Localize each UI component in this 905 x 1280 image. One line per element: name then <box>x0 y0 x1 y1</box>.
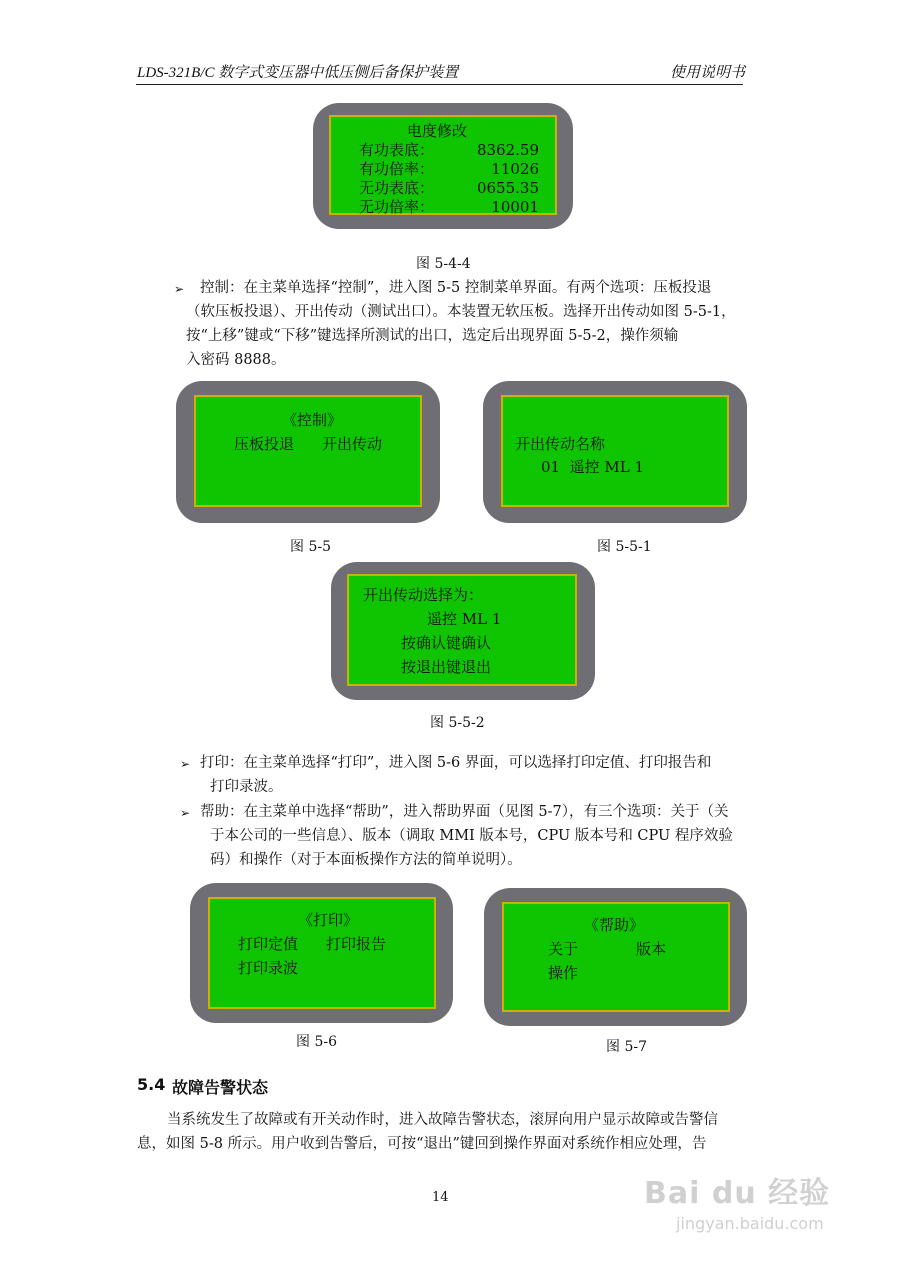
lcd-screen <box>501 395 729 507</box>
paragraph-line: 控制：在主菜单选择“控制”，进入图 5-5 控制菜单界面。有两个选项：压板投退 <box>200 280 712 296</box>
paragraph-line: 息，如图 5-8 所示。用户收到告警后，可按“退出”键回到操作界面对系统作相应处理，告 <box>137 1136 707 1152</box>
lcd-line: 按退出键退出 <box>401 658 492 676</box>
lcd-row-label: 无功倍率： <box>359 198 435 216</box>
lcd-line: 按确认键确认 <box>401 634 492 652</box>
lcd-screen <box>502 902 730 1012</box>
lcd-option: 压板投退 <box>234 435 295 453</box>
lcd-option: 关于 <box>548 940 579 958</box>
lcd-title: 电度修改 <box>407 122 468 140</box>
paragraph-line: 码）和操作（对于本面板操作方法的简单说明）。 <box>210 852 522 868</box>
paragraph-line: 当系统发生了故障或有开关动作时，进入故障告警状态，滚屏向用户显示故障或告警信 <box>167 1112 718 1128</box>
header-rule <box>136 84 743 85</box>
lcd-screen <box>329 115 557 215</box>
paragraph-line: 按“上移”键或“下移”键选择所测试的出口，选定后出现界面 5-5-2，操作须输 <box>186 328 679 344</box>
header-title: LDS-321B/C 数字式变压器中低压侧后备保护装置 <box>137 65 459 81</box>
bullet-icon: ➢ <box>180 757 191 771</box>
paragraph-line: 打印录波。 <box>210 779 283 795</box>
figure-caption: 图 5-4-4 <box>416 256 471 272</box>
lcd-line: 遥控 ML 1 <box>427 610 502 628</box>
watermark-logo: Bai du 经验 <box>644 1176 831 1211</box>
lcd-option: 版本 <box>636 940 667 958</box>
lcd-line: 开出传动名称 <box>515 435 606 453</box>
section-title: 故障告警状态 <box>172 1078 269 1097</box>
lcd-row-label: 无功表底： <box>359 179 435 197</box>
lcd-title: 《帮助》 <box>584 916 645 934</box>
lcd-row-value: 0655.35 <box>476 179 539 197</box>
figure-caption: 图 5-5 <box>290 539 331 555</box>
watermark-url: jingyan.baidu.com <box>676 1214 824 1233</box>
figure-caption: 图 5-5-2 <box>430 715 485 731</box>
lcd-option: 打印录波 <box>238 959 299 977</box>
lcd-line: 01 遥控 ML 1 <box>541 458 645 476</box>
figure-caption: 图 5-5-1 <box>597 539 652 555</box>
header-manual-label: 使用说明书 <box>670 65 746 81</box>
figure-caption: 图 5-7 <box>606 1039 647 1055</box>
figure-caption: 图 5-6 <box>296 1034 337 1050</box>
lcd-figure-5-5-2 <box>331 562 595 700</box>
lcd-line: 开出传动选择为： <box>363 586 484 604</box>
page-number: 14 <box>432 1190 449 1205</box>
lcd-screen <box>347 574 577 686</box>
section-number: 5.4 <box>137 1075 166 1094</box>
paragraph-line: 于本公司的一些信息）、版本（调取 MMI 版本号，CPU 版本号和 CPU 程序效验 <box>210 828 733 844</box>
lcd-option: 打印报告 <box>326 935 387 953</box>
lcd-screen <box>208 897 436 1009</box>
bullet-icon: ➢ <box>180 806 191 820</box>
bullet-icon: ➢ <box>174 282 185 296</box>
paragraph-line: 打印：在主菜单选择“打印”，进入图 5-6 界面，可以选择打印定值、打印报告和 <box>200 755 712 771</box>
paragraph-line: 帮助：在主菜单中选择“帮助”，进入帮助界面（见图 5-7），有三个选项：关于（关 <box>200 804 729 820</box>
lcd-figure-5-6 <box>190 883 453 1023</box>
lcd-row-value: 10001 <box>491 198 539 216</box>
lcd-option: 开出传动 <box>322 435 383 453</box>
lcd-option: 打印定值 <box>238 935 299 953</box>
lcd-figure-5-4-4 <box>313 103 573 229</box>
lcd-figure-5-5-1 <box>483 381 747 523</box>
lcd-option: 操作 <box>548 964 579 982</box>
lcd-row-label: 有功表底： <box>359 141 435 159</box>
lcd-row-value: 8362.59 <box>476 141 539 159</box>
paragraph-line: 入密码 8888。 <box>186 352 286 368</box>
paragraph-line: （软压板投退）、开出传动（测试出口）。本装置无软压板。选择开出传动如图 5-5-1， <box>186 304 736 320</box>
lcd-title: 《打印》 <box>298 911 359 929</box>
lcd-title: 《控制》 <box>282 411 343 429</box>
lcd-row-label: 有功倍率： <box>359 160 435 178</box>
lcd-figure-5-7 <box>484 888 747 1026</box>
lcd-screen <box>194 395 422 507</box>
lcd-figure-5-5 <box>176 381 440 523</box>
lcd-row-value: 11026 <box>491 160 539 178</box>
